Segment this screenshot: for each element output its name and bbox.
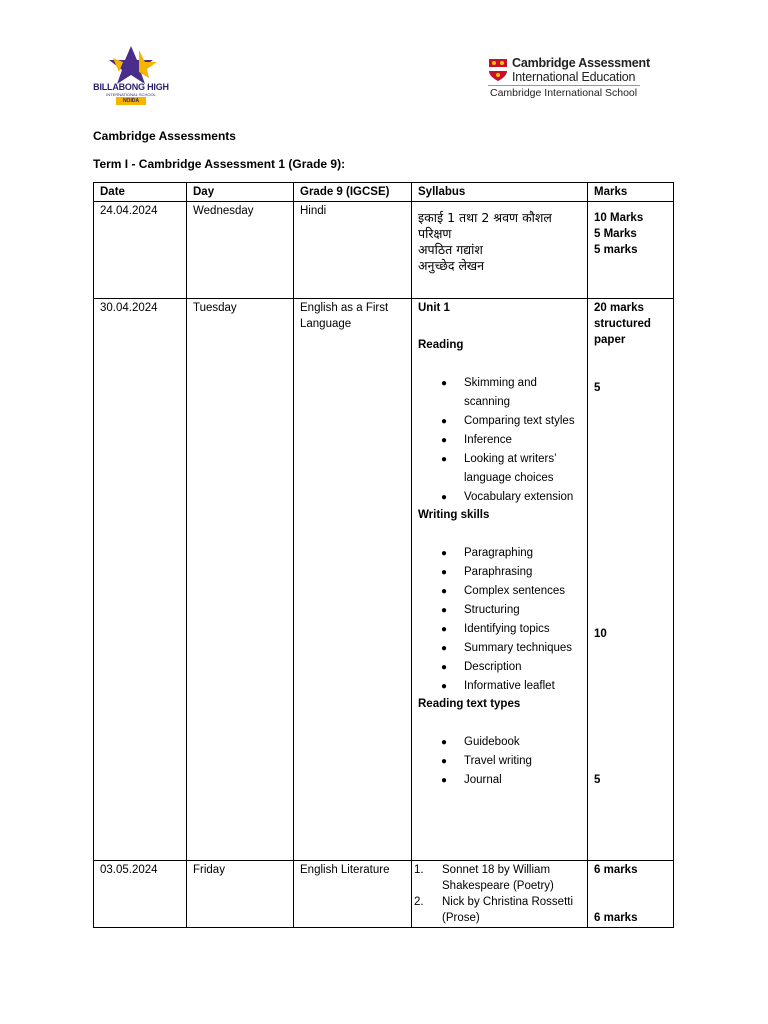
unit-title: Unit 1 — [418, 302, 450, 314]
table-row — [94, 861, 674, 928]
cambridge-shield-icon — [488, 58, 508, 82]
cell-day: Wednesday — [187, 202, 294, 299]
list-item: ● Structuring — [418, 601, 581, 620]
cell-marks — [588, 861, 674, 928]
logo-school-city: NOIDA — [116, 97, 146, 105]
page-title: Cambridge Assessments — [93, 129, 236, 143]
writing-list — [418, 544, 581, 696]
list-item: ● Journal — [418, 771, 581, 790]
marks-line: 5 Marks — [594, 228, 637, 240]
header-day: Day — [187, 183, 294, 202]
cell-syllabus — [412, 202, 588, 299]
cell-day: Friday — [187, 861, 294, 928]
table-row — [94, 299, 674, 861]
list-item: ● Description — [418, 658, 581, 677]
cell-marks — [588, 202, 674, 299]
list-item: ● Complex sentences — [418, 582, 581, 601]
cell-date: 30.04.2024 — [94, 299, 187, 861]
cambridge-line3: Cambridge International School — [490, 87, 638, 99]
marks-reading: 5 — [594, 382, 601, 394]
syllabus-line: अनुच्छेद लेखन — [418, 258, 485, 273]
list-item: ● Informative leaflet — [418, 677, 581, 696]
marks-text-types: 5 — [594, 774, 601, 786]
marks-line: 5 marks — [594, 244, 638, 256]
list-item: ● Paraphrasing — [418, 563, 581, 582]
cell-syllabus — [412, 299, 588, 861]
cell-date: 24.04.2024 — [94, 202, 187, 299]
list-item: ● Guidebook — [418, 733, 581, 752]
cell-date: 03.05.2024 — [94, 861, 187, 928]
marks-structured: 20 marks structured paper — [594, 302, 651, 346]
cambridge-divider — [488, 85, 640, 86]
list-item — [414, 862, 581, 894]
cambridge-line2: International Education — [512, 70, 636, 84]
cambridge-logo — [488, 56, 650, 102]
literature-list — [414, 862, 581, 926]
list-item — [414, 894, 581, 926]
list-item: ● Vocabulary extension — [418, 488, 581, 507]
list-item: ● Inference — [418, 431, 581, 450]
syllabus-line: इकाई 1 तथा 2 श्रवण कौशल परिक्षण — [418, 210, 552, 241]
list-number: 2. — [414, 896, 424, 908]
list-item: ● Comparing text styles — [418, 412, 581, 431]
marks-writing: 10 — [594, 628, 607, 640]
cell-marks — [588, 299, 674, 861]
list-item: ● Summary techniques — [418, 639, 581, 658]
list-item: ● Looking at writers’ language choices — [418, 450, 581, 488]
list-item: ● Identifying topics — [418, 620, 581, 639]
list-text: Nick by Christina Rossetti (Prose) — [442, 896, 574, 924]
marks-line: 6 marks — [594, 912, 638, 924]
logo-school-sub: INTERNATIONAL SCHOOL — [106, 92, 156, 97]
list-item: ● Skimming and scanning — [418, 374, 581, 412]
page-subtitle: Term I - Cambridge Assessment 1 (Grade 9): — [93, 157, 346, 171]
list-item: ● Paragraphing — [418, 544, 581, 563]
cell-day: Tuesday — [187, 299, 294, 861]
header-grade: Grade 9 (IGCSE) — [294, 183, 412, 202]
section-title-text-types: Reading text types — [418, 698, 521, 710]
list-text: Sonnet 18 by William Shakespeare (Poetry) — [442, 864, 554, 892]
table-row — [94, 202, 674, 299]
reading-list — [418, 374, 581, 507]
marks-line: 10 Marks — [594, 212, 644, 224]
list-item: ● Travel writing — [418, 752, 581, 771]
header-syllabus: Syllabus — [412, 183, 588, 202]
cell-syllabus — [412, 861, 588, 928]
table-header-row — [94, 183, 674, 202]
text-types-list — [418, 733, 581, 790]
cell-subject: English as a First Language — [294, 299, 412, 861]
header-date: Date — [94, 183, 187, 202]
cell-subject: Hindi — [294, 202, 412, 299]
cell-subject: English Literature — [294, 861, 412, 928]
section-title-reading: Reading — [418, 339, 464, 351]
assessment-table — [93, 182, 674, 928]
cambridge-line1: Cambridge Assessment — [512, 56, 650, 70]
syllabus-line: अपठित गद्यांश — [418, 242, 483, 257]
marks-line: 6 marks — [594, 864, 638, 876]
list-number: 1. — [414, 864, 424, 876]
section-title-writing: Writing skills — [418, 509, 490, 521]
header-marks: Marks — [588, 183, 674, 202]
logo-school-name: BILLABONG HIGH — [93, 82, 169, 92]
